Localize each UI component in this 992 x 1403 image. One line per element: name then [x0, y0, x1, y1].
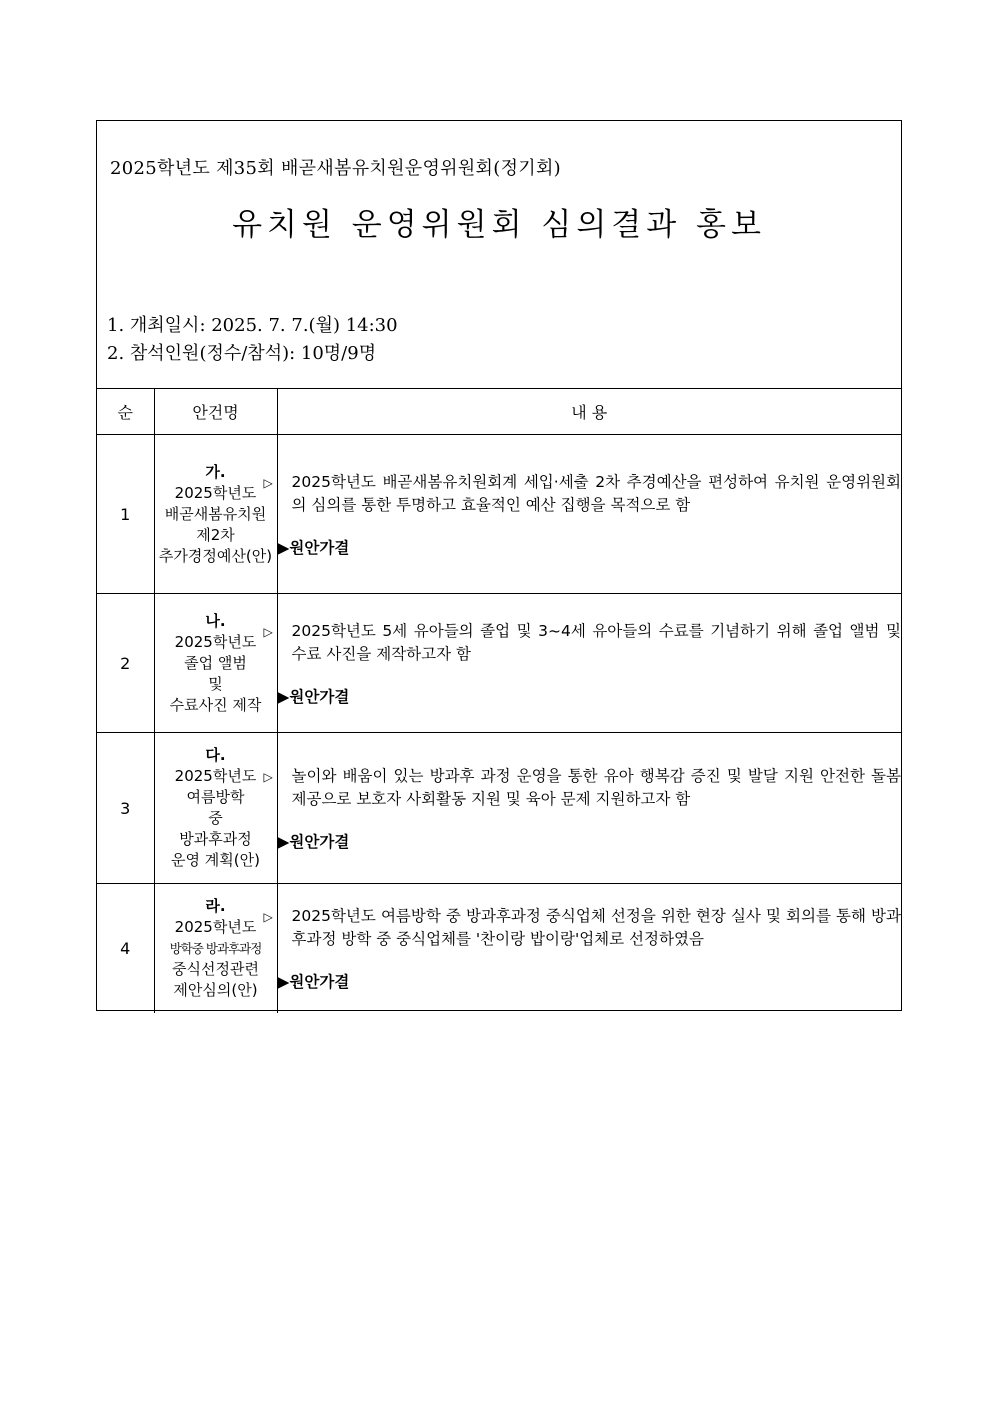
agenda-name — [154, 884, 277, 1013]
agenda-name-line: 2025학년도 — [174, 917, 257, 936]
hollow-triangle-icon: ▷ — [263, 769, 273, 784]
agenda-label: 가. — [205, 462, 226, 481]
agenda-result — [278, 970, 902, 992]
agenda-name-line: 중 — [208, 809, 223, 827]
table-row — [97, 884, 901, 1013]
agenda-result — [278, 685, 902, 707]
agenda-description — [263, 765, 902, 810]
agenda-label: 다. — [205, 746, 226, 764]
header-agenda-name: 안건명 — [154, 388, 277, 435]
agenda-name-line: 2025학년도 — [174, 632, 257, 651]
header-content: 내 용 — [277, 388, 901, 435]
agenda-content — [263, 435, 901, 594]
agenda-name — [154, 733, 277, 884]
agenda-name-line: 졸업 앨범 — [184, 653, 247, 672]
table-row — [97, 435, 901, 594]
agenda-result — [278, 830, 902, 852]
agenda-description-text: 2025학년도 여름방학 중 방과후과정 중식업체 선정을 위한 현장 실사 및 회의를 통해 방과후과정 방학 중 중식업체를 '찬이랑 밥이랑'업체로 선정하였음 — [291, 906, 901, 948]
agenda-result — [278, 536, 902, 558]
agenda-name-line: 2025학년도 — [174, 483, 257, 502]
meeting-line: 2025학년도 제35회 배곧새봄유치원운영위원회(정기회) — [110, 158, 561, 179]
table-row — [97, 733, 901, 884]
agenda-name-line: 운영 계획(안) — [171, 851, 260, 869]
agenda-name-line: 중식선정관련 — [172, 959, 259, 978]
triangle-icon: ▶ — [277, 832, 290, 851]
agenda-content — [263, 733, 901, 884]
row-number: 3 — [97, 733, 154, 884]
triangle-icon: ▶ — [277, 538, 290, 557]
info-meeting-datetime: 1. 개최일시: 2025. 7. 7.(월) 14:30 — [107, 315, 398, 336]
agenda-description — [263, 620, 902, 665]
result-text: 원안가결 — [289, 687, 350, 706]
result-text: 원안가결 — [289, 832, 350, 851]
agenda-description — [263, 471, 902, 516]
triangle-icon: ▶ — [277, 972, 290, 991]
agenda-name-line: 방과후과정 — [179, 830, 252, 848]
agenda-description-text: 2025학년도 배곧새봄유치원회계 세입·세출 2차 추경예산을 편성하여 유치원 운영위원회의 심의를 통한 투명하고 효율적인 예산 집행을 목적으로 함 — [291, 472, 901, 514]
row-number: 1 — [97, 435, 154, 594]
table-header-row — [97, 388, 901, 435]
hollow-triangle-icon: ▷ — [263, 475, 273, 490]
agenda-table — [97, 388, 901, 1013]
agenda-name-line: 제2차 — [196, 525, 235, 544]
agenda-description-text: 놀이와 배움이 있는 방과후 과정 운영을 통한 유아 행복감 증진 및 발달 지원 안전한 돌봄 제공으로 보호자 사회활동 지원 및 육아 문제 지원하고자 함 — [291, 766, 901, 808]
agenda-name-line: 추가경정예산(안) — [158, 546, 273, 565]
agenda-name-line: 방학중 방과후과정 — [169, 940, 262, 956]
header-no: 순 — [97, 388, 154, 435]
triangle-icon: ▶ — [277, 687, 290, 706]
result-text: 원안가결 — [289, 972, 350, 991]
result-text: 원안가결 — [289, 538, 350, 557]
page-title: 유치원 운영위원회 심의결과 홍보 — [232, 207, 766, 243]
hollow-triangle-icon: ▷ — [263, 909, 273, 924]
agenda-name-line: 및 — [208, 674, 223, 693]
agenda-name-line: 여름방학 — [186, 788, 245, 806]
agenda-content — [263, 594, 901, 733]
agenda-description-text: 2025학년도 5세 유아들의 졸업 및 3~4세 유아들의 수료를 기념하기 위해 졸업 앨범 및 수료 사진을 제작하고자 함 — [291, 621, 901, 663]
agenda-name-line: 배곧새봄유치원 — [164, 504, 267, 523]
agenda-name-line: 수료사진 제작 — [169, 695, 262, 714]
agenda-name-line: 제안심의(안) — [173, 980, 258, 999]
agenda-label: 라. — [205, 896, 226, 915]
row-number: 2 — [97, 594, 154, 733]
row-number: 4 — [97, 884, 154, 1013]
agenda-content — [263, 884, 901, 1013]
agenda-label: 나. — [205, 611, 226, 630]
agenda-name — [154, 435, 277, 594]
agenda-name-line: 2025학년도 — [174, 767, 257, 785]
table-row — [97, 594, 901, 733]
hollow-triangle-icon: ▷ — [263, 624, 273, 639]
agenda-name — [154, 594, 277, 733]
document-frame — [96, 120, 902, 1011]
document-header — [97, 121, 901, 389]
agenda-description — [263, 905, 902, 950]
info-attendance: 2. 참석인원(정수/참석): 10명/9명 — [107, 343, 377, 364]
